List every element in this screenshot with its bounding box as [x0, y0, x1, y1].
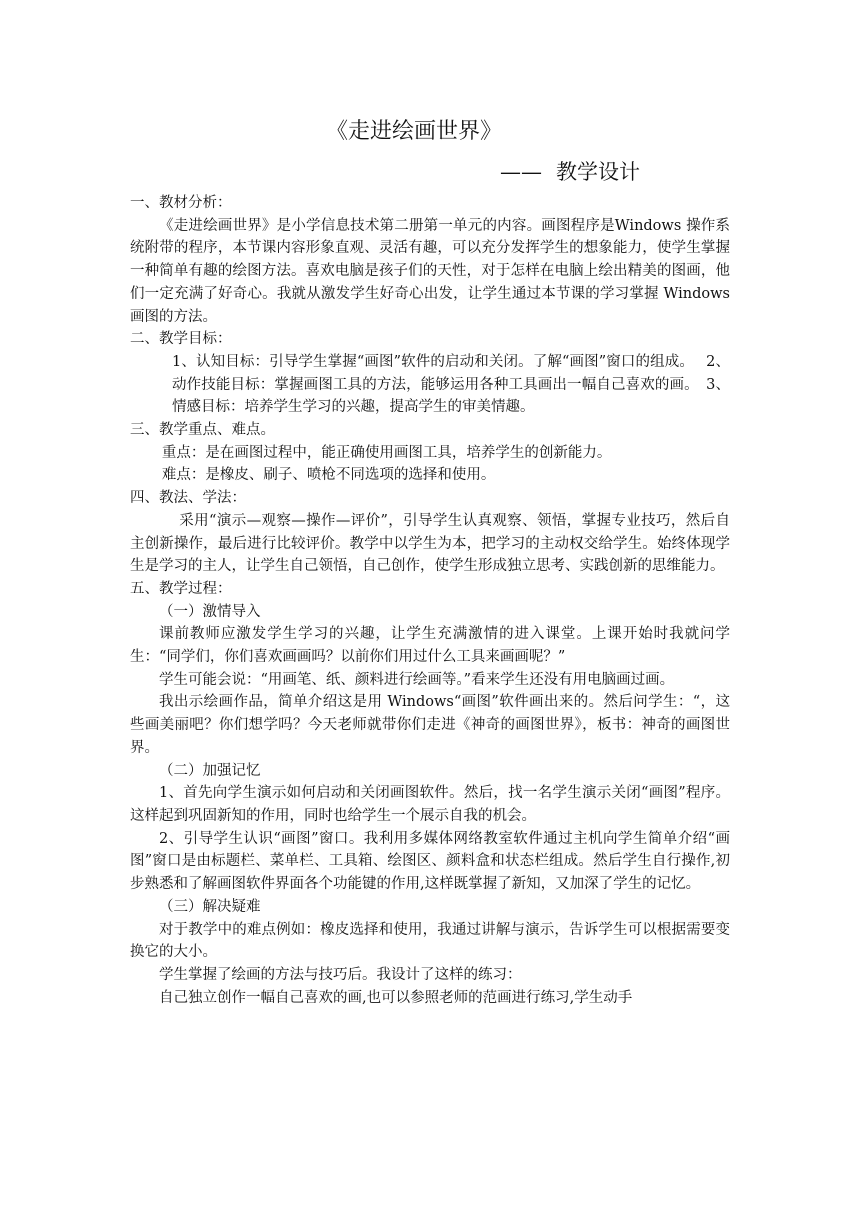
paragraph: 对于教学中的难点例如：橡皮选择和使用，我通过讲解与演示，告诉学生可以根据需要变换它的大小。: [130, 921, 730, 961]
paragraph: 采用“演示—观察—操作—评价”，引导学生认真观察、领悟，掌握专业技巧，然后自主创新操作，最后进行比较评价。教学中以学生为本，把学习的主动权交给学生。始终体现学生是学习的主人，让学生自己领悟，自己创作，使学生形成独立思考、实践创新的思维能力。: [130, 512, 730, 575]
subsection-heading: （一）激情导入: [159, 603, 261, 620]
section-heading: 三、教学重点、难点。: [130, 422, 275, 439]
document-body: [130, 192, 730, 1009]
paragraph: 课前教师应激发学生学习的兴趣，让学生充满激情的进入课堂。上课开始时我就问学生：“同学们，你们喜欢画画吗？以前你们用过什么工具来画画呢？”: [130, 626, 730, 666]
section-heading: 一、教材分析：: [130, 195, 232, 211]
paragraph: 2、引导学生认识“画图”窗口。我利用多媒体网络教室软件通过主机向学生简单介绍“画图”窗口是由标题栏、菜单栏、工具箱、绘图区、颜料盒和状态栏组成。然后学生自行操作,初步熟悉和了解画图软件界面各个功能键的作用,这样既掌握了新知，又加深了学生的记忆。: [130, 830, 730, 893]
section-heading: 四、教法、学法：: [130, 490, 246, 507]
subsection-heading: （二）加强记忆: [159, 762, 261, 779]
document-subtitle: [500, 158, 640, 186]
subsection-heading: （三）解决疑难: [159, 898, 261, 915]
paragraph: 1、首先向学生演示如何启动和关闭画图软件。然后，找一名学生演示关闭“画图”程序。这样起到巩固新知的作用，同时也给学生一个展示自我的机会。: [130, 785, 730, 824]
paragraph: 我出示绘画作品，简单介绍这是用 Windows“画图”软件画出来的。然后问学生：“，这些画美丽吧？你们想学吗？今天老师就带你们走进《神奇的画图世界》，板书：神奇的画图世界。: [130, 694, 730, 756]
paragraph: 学生可能会说：“用画笔、纸、颜料进行绘画等。”看来学生还没有用电脑画过画。: [159, 671, 675, 688]
subtitle-dash: ——: [500, 160, 542, 184]
section-heading: 二、教学目标：: [130, 331, 232, 348]
paragraph: 自己独立创作一幅自己喜欢的画,也可以参照老师的范画进行练习,学生动手: [159, 989, 633, 1006]
paragraph: 1、认知目标：引导学生掌握“画图”软件的启动和关闭。了解“画图”窗口的组成。 2、动作技能目标：掌握画图工具的方法，能够运用各种工具画出一幅自己喜欢的画。 3、情感目标：培养学生学习的兴趣，提高学生的审美情趣。: [172, 353, 730, 416]
subtitle-text: 教学设计: [556, 160, 640, 184]
paragraph: 《走进绘画世界》是小学信息技术第二册第一单元的内容。画图程序是Windows 操作系统附带的程序，本节课内容形象直观、灵活有趣，可以充分发挥学生的想象能力，使学生掌握一种简单有趣的绘图方法。喜欢电脑是孩子们的天性，对于怎样在电脑上绘出精美的图画，他们一定充满了好奇心。我就从激发学生好奇心出发，让学生通过本节课的学习掌握 Windows 画图的方法。: [130, 217, 730, 325]
paragraph: 学生掌握了绘画的方法与技巧后。我设计了这样的练习：: [159, 966, 522, 983]
paragraph: 难点：是橡皮、刷子、喷枪不同选项的选择和使用。: [161, 467, 496, 484]
section-heading: 五、教学过程：: [130, 580, 232, 597]
paragraph: 重点：是在画图过程中，能正确使用画图工具，培养学生的创新能力。: [161, 444, 612, 461]
document-title: 《走进绘画世界》: [326, 119, 503, 144]
